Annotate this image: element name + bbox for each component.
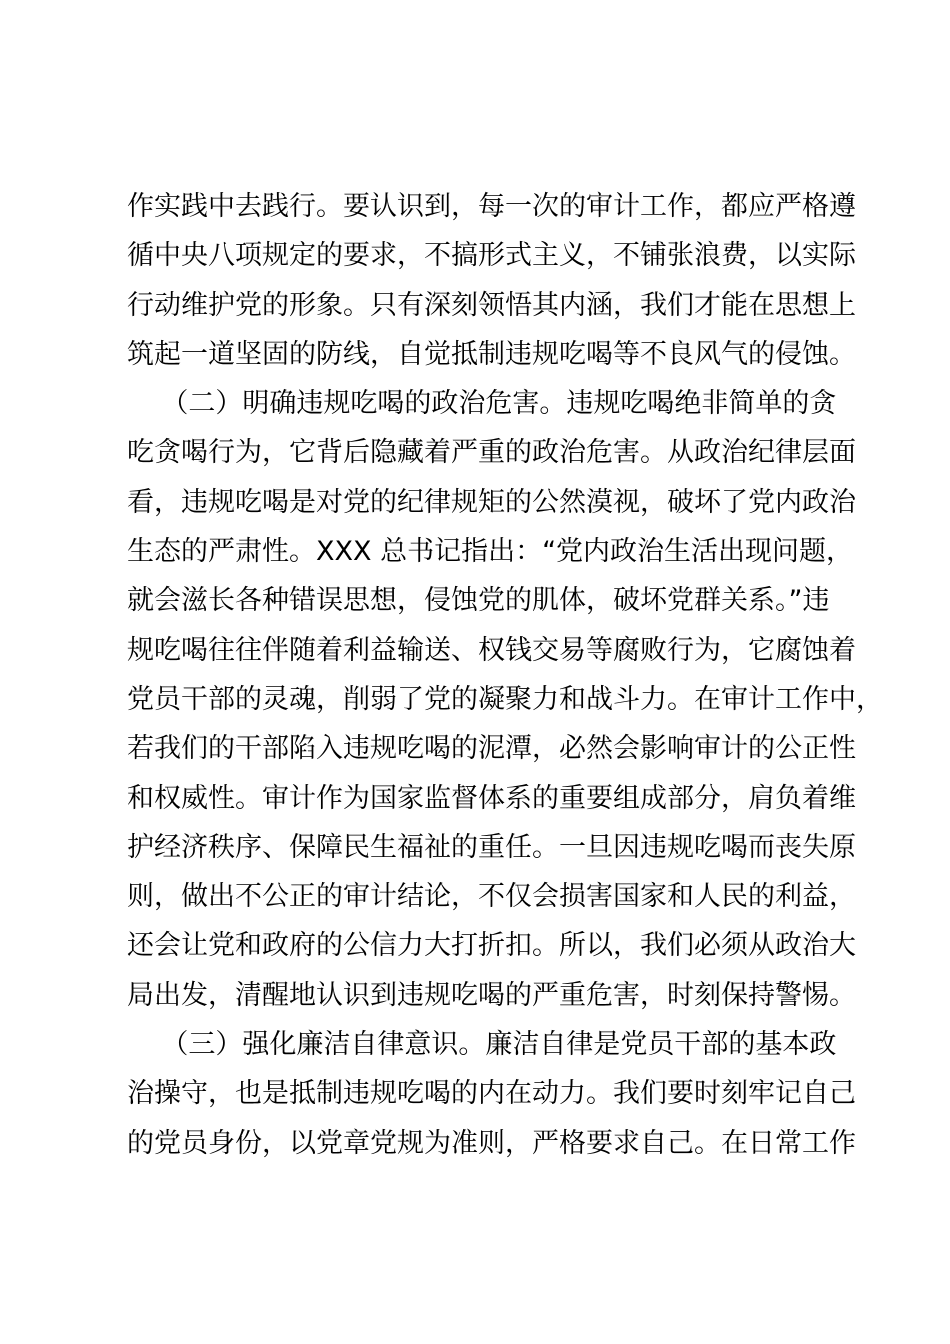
text-line: 则，做出不公正的审计结论，不仅会损害国家和人民的利益， bbox=[127, 881, 856, 913]
text-line: 看，违规吃喝是对党的纪律规矩的公然漠视，破坏了党内政治 bbox=[127, 486, 856, 518]
text-line: （三）强化廉洁自律意识。廉洁自律是党员干部的基本政 bbox=[127, 1029, 837, 1061]
text-line: 还会让党和政府的公信力大打折扣。所以，我们必须从政治大 bbox=[127, 930, 856, 962]
text-line: 护经济秩序、保障民生福祉的重任。一旦因违规吃喝而丧失原 bbox=[127, 831, 856, 863]
text-line: 若我们的干部陷入违规吃喝的泥潭，必然会影响审计的公正性 bbox=[127, 733, 856, 765]
text-line: 生态的严肃性。XXX 总书记指出：“党内政治生活出现问题， bbox=[127, 536, 854, 568]
text-line: 行动维护党的形象。只有深刻领悟其内涵，我们才能在思想上 bbox=[127, 289, 856, 321]
text-line: 局出发，清醒地认识到违规吃喝的严重危害，时刻保持警惕。 bbox=[127, 979, 856, 1011]
text-line: 就会滋长各种错误思想，侵蚀党的肌体，破坏党群关系。”违 bbox=[127, 585, 830, 617]
text-line: 筑起一道坚固的防线，自觉抵制违规吃喝等不良风气的侵蚀。 bbox=[127, 338, 856, 370]
document-body bbox=[127, 182, 883, 1168]
text-line: 的党员身份，以党章党规为准则，严格要求自己。在日常工作 bbox=[127, 1127, 856, 1159]
text-line: 循中央八项规定的要求，不搞形式主义，不铺张浪费，以实际 bbox=[127, 240, 856, 272]
text-line: 治操守，也是抵制违规吃喝的内在动力。我们要时刻牢记自己 bbox=[127, 1078, 856, 1110]
text-line: 作实践中去践行。要认识到，每一次的审计工作，都应严格遵 bbox=[127, 191, 856, 222]
text-line: 吃贪喝行为，它背后隐藏着严重的政治危害。从政治纪律层面 bbox=[127, 437, 856, 469]
text-line: （二）明确违规吃喝的政治危害。违规吃喝绝非简单的贪 bbox=[127, 388, 837, 420]
text-line: 和权威性。审计作为国家监督体系的重要组成部分，肩负着维 bbox=[127, 782, 856, 814]
text-line: 规吃喝往往伴随着利益输送、权钱交易等腐败行为，它腐蚀着 bbox=[127, 634, 856, 666]
text-line: 党员干部的灵魂，削弱了党的凝聚力和战斗力。在审计工作中， bbox=[127, 683, 883, 715]
